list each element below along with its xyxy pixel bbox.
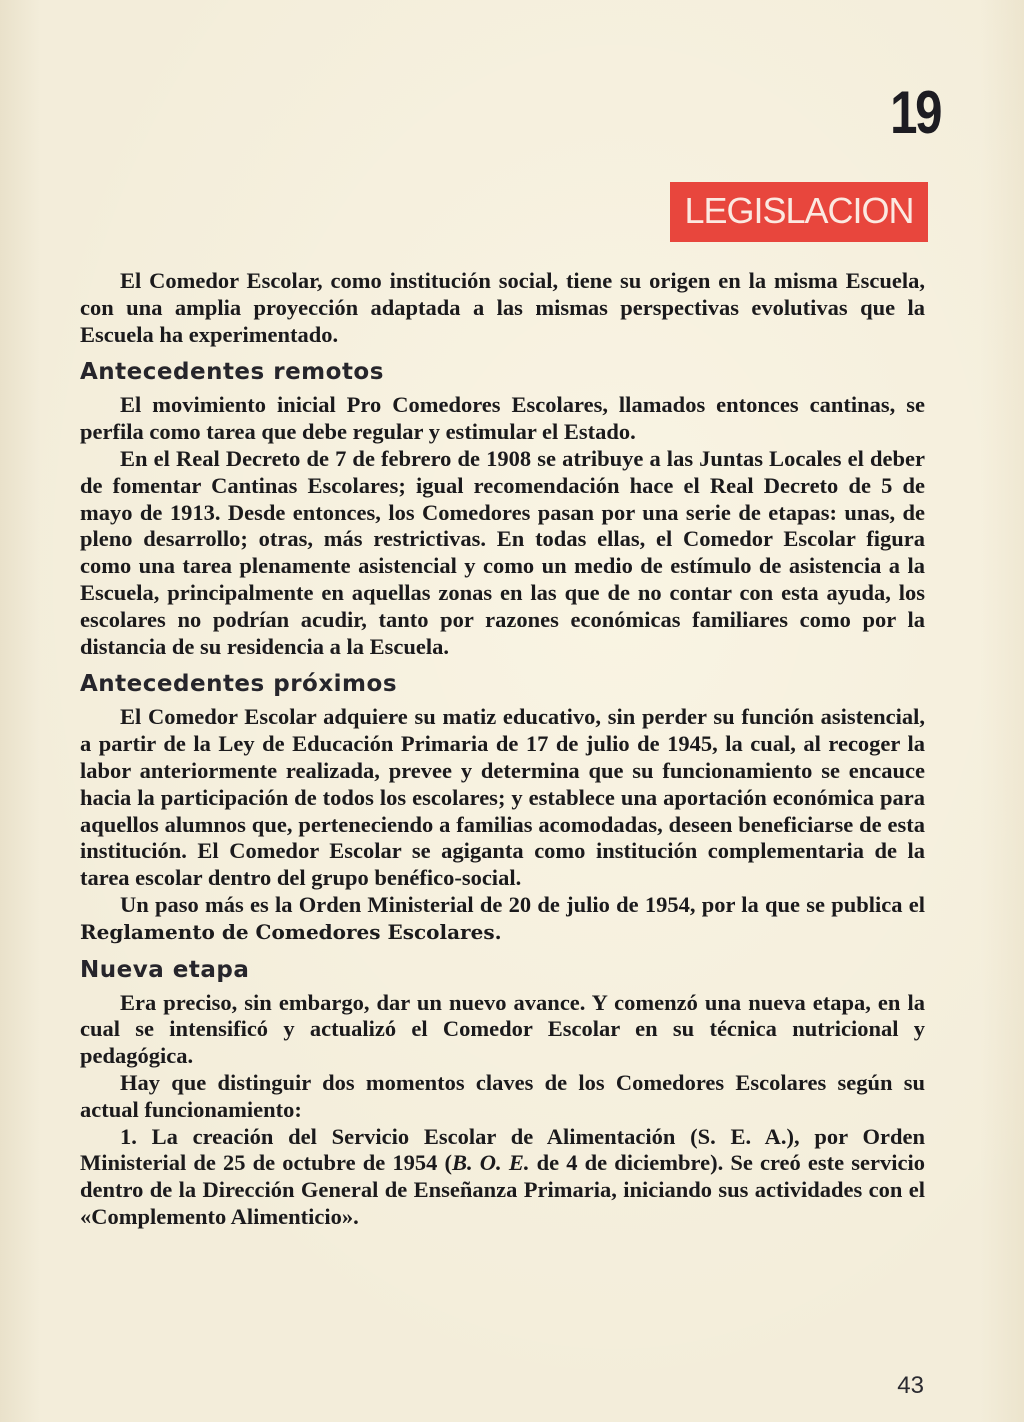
reglamento-title: Reglamento de Comedores Escolares.	[80, 919, 502, 944]
page-number: 43	[897, 1372, 924, 1399]
page-body	[80, 268, 925, 1231]
heading-nueva-etapa: Nueva etapa	[80, 956, 250, 983]
chapter-number: 19	[890, 79, 940, 146]
paragraph: El Comedor Escolar adquiere su matiz educativo, sin perder su función asistencial, a partir de la Ley de Educación Primaria de 17 de julio de 1945, la cual, al recoger la labor anteriormente realizada, prevee y determina que su funcionamiento se encauce hacia la participación de todos los escolares; y establece una aportación económica para aquellos alumnos que, perteneciendo a familias acomodadas, deseen beneficiarse de esta institución. El Comedor Escolar se agiganta como institución complementaria de la tarea escolar dentro del grupo benéfico-social.	[80, 704, 925, 891]
paragraph: Hay que distinguir dos momentos claves de los Comedores Escolares según su actual funcionamiento:	[80, 1069, 925, 1122]
paragraph: El movimiento inicial Pro Comedores Escolares, llamados entonces cantinas, se perfila como tarea que debe regular y estimular el Estado.	[80, 392, 925, 445]
section-tag: LEGISLACION	[670, 182, 928, 242]
heading-antecedentes-proximos: Antecedentes próximos	[80, 671, 398, 698]
list-item-text: de 4 de diciembre). Se creó este servicio dentro de la Dirección General de Enseñanza Primaria, iniciando sus actividades con el «Complemento Alimenticio».	[80, 1150, 925, 1229]
paragraph: Era preciso, sin embargo, dar un nuevo avance. Y comenzó una nueva etapa, en la cual se intensificó y actualizó el Comedor Escolar en su técnica nutricional y pedagógica.	[80, 989, 925, 1069]
list-item-1	[80, 1124, 925, 1231]
heading-antecedentes-remotos: Antecedentes remotos	[80, 359, 384, 386]
boe-abbrev: B. O. E.	[452, 1150, 530, 1176]
paragraph-reglamento	[80, 892, 925, 946]
paragraph: En el Real Decreto de 7 de febrero de 1908 se atribuye a las Juntas Locales el deber de fomentar Cantinas Escolares; igual recomendación hace el Real Decreto de 5 de mayo de 1913. Desde entonces, los Comedores pasan por una serie de etapas: unas, de pleno desarrollo; otras, más restrictivas. En todas ellas, el Comedor Escolar figura como una tarea plenamente asistencial y como un medio de estímulo de asistencia a la Escuela, principalmente en aquellas zonas en las que de no contar con esta ayuda, los escolares no podrían acudir, tanto por razones económicas familiares como por la distancia de su residencia a la Escuela.	[80, 445, 925, 659]
list-item-text: 1. La creación del Servicio Escolar de Alimentación (S. E. A.), por Orden Ministerial de 25 de octubre de 1954 (	[80, 1123, 925, 1176]
paragraph-lead: Un paso más es la Orden Ministerial de 20 de julio de 1954, por la que se publica el	[120, 891, 925, 917]
intro-paragraph: El Comedor Escolar, como institución social, tiene su origen en la misma Escuela, con una amplia proyección adaptada a las mismas perspectivas evolutivas que la Escuela ha experimentado.	[80, 268, 925, 347]
